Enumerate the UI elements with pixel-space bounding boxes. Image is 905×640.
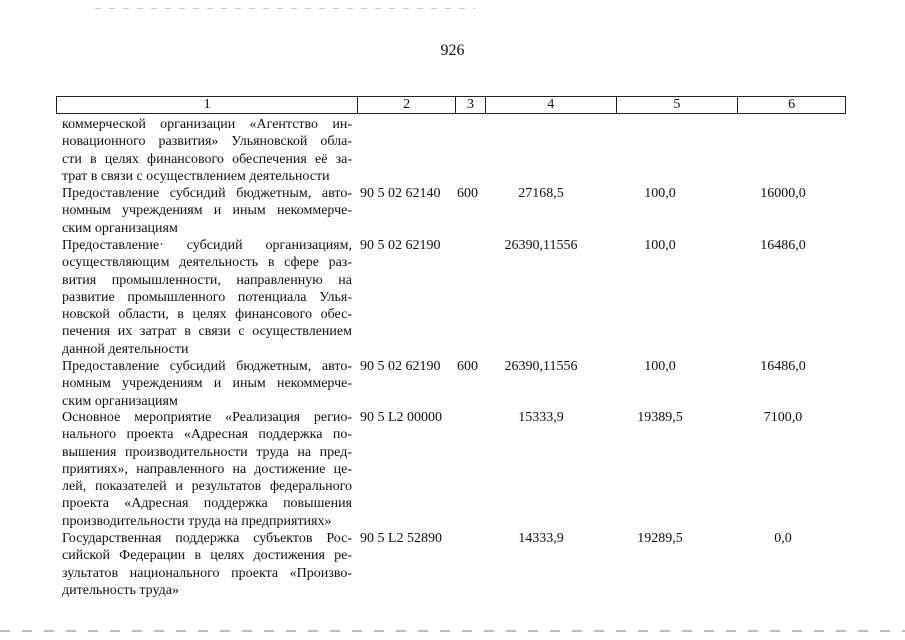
header-col-3: 3	[456, 97, 486, 113]
description-line: сти в целях финансового обеспечения её за-	[62, 151, 352, 167]
expense-type: 600	[457, 359, 478, 374]
header-col-1: 1	[57, 97, 358, 113]
description-line: вышения производительности труда на пред-	[62, 444, 352, 460]
description-line: нального проекта «Адресная поддержка по-	[62, 427, 352, 443]
value-col-6: 7100,0	[763, 410, 803, 425]
header-col-4: 4	[486, 97, 617, 113]
header-col-5: 5	[617, 97, 739, 113]
value-col-5: 19289,5	[637, 531, 683, 546]
row-description	[62, 116, 352, 185]
value-col-4: 26390,11556	[504, 359, 578, 374]
description-line: ским организациям	[62, 220, 178, 236]
row-description	[62, 409, 352, 530]
description-line: ским организациям	[62, 393, 178, 409]
value-col-6: 16486,0	[760, 238, 806, 253]
row-description	[62, 358, 352, 410]
page-number: 926	[440, 42, 465, 59]
scan-artifact	[0, 630, 905, 632]
value-col-5: 100,0	[644, 186, 676, 201]
description-line: трат в связи с осуществлением деятельности	[62, 168, 330, 184]
row-description	[62, 530, 352, 599]
budget-code: 90 5 02 62190	[360, 238, 441, 253]
description-line: Предоставление субсидий бюджетным, авто-	[62, 359, 352, 374]
description-line: Государственная поддержка субъектов Рос-	[62, 531, 352, 546]
value-col-6: 0,0	[774, 531, 792, 546]
description-line: приятиях», направленного на достижение це-	[62, 461, 352, 477]
description-line: Предоставление· субсидий организациям,	[62, 238, 352, 253]
value-col-4: 26390,11556	[504, 238, 578, 253]
row-description	[62, 237, 352, 358]
budget-code: 90 5 L2 52890	[360, 531, 443, 546]
description-line: осуществляющим деятельность в сфере раз-	[62, 255, 352, 271]
value-col-4: 15333,9	[518, 410, 564, 425]
description-line: данной деятельности	[62, 341, 189, 357]
budget-code: 90 5 02 62140	[360, 186, 441, 201]
description-line: новской области, в целях финансового обес-	[62, 307, 352, 323]
description-line: проекта «Адресная поддержка повышения	[62, 496, 352, 512]
description-line: производительности труда на предприятиях»	[62, 513, 332, 529]
value-col-5: 19389,5	[637, 410, 683, 425]
value-col-4: 27168,5	[518, 186, 564, 201]
budget-code: 90 5 02 62190	[360, 359, 441, 374]
value-col-4: 14333,9	[518, 531, 564, 546]
value-col-6: 16000,0	[760, 186, 806, 201]
header-col-2: 2	[358, 97, 456, 113]
description-line: вития промышленности, направленную на	[62, 272, 352, 288]
description-line: сийской Федерации в целях достижения ре-	[62, 548, 352, 564]
scan-artifact	[95, 8, 475, 9]
value-col-6: 16486,0	[760, 359, 806, 374]
description-line: новационного развития» Ульяновской обла-	[62, 134, 352, 150]
description-line: развитие промышленного потенциала Улья-	[62, 289, 352, 305]
description-line: Основное мероприятие «Реализация регио-	[62, 410, 352, 425]
value-col-5: 100,0	[644, 238, 676, 253]
description-line: зультатов национального проекта «Произво-	[62, 565, 352, 581]
description-line: коммерческой организации «Агентство ин-	[62, 117, 352, 132]
row-description	[62, 185, 352, 237]
description-line: дительность труда»	[62, 582, 179, 598]
description-line: лей, показателей и результатов федерального	[62, 479, 352, 495]
expense-type: 600	[457, 186, 478, 201]
header-col-6: 6	[788, 97, 796, 112]
description-line: печения их затрат в связи с осуществлением	[62, 324, 352, 340]
value-col-5: 100,0	[644, 359, 676, 374]
budget-code: 90 5 L2 00000	[360, 410, 443, 425]
description-line: номным учреждениям и иным некоммерче-	[62, 376, 352, 392]
description-line: Предоставление субсидий бюджетным, авто-	[62, 186, 352, 201]
description-line: номным учреждениям и иным некоммерче-	[62, 203, 352, 219]
table-header	[56, 96, 846, 114]
